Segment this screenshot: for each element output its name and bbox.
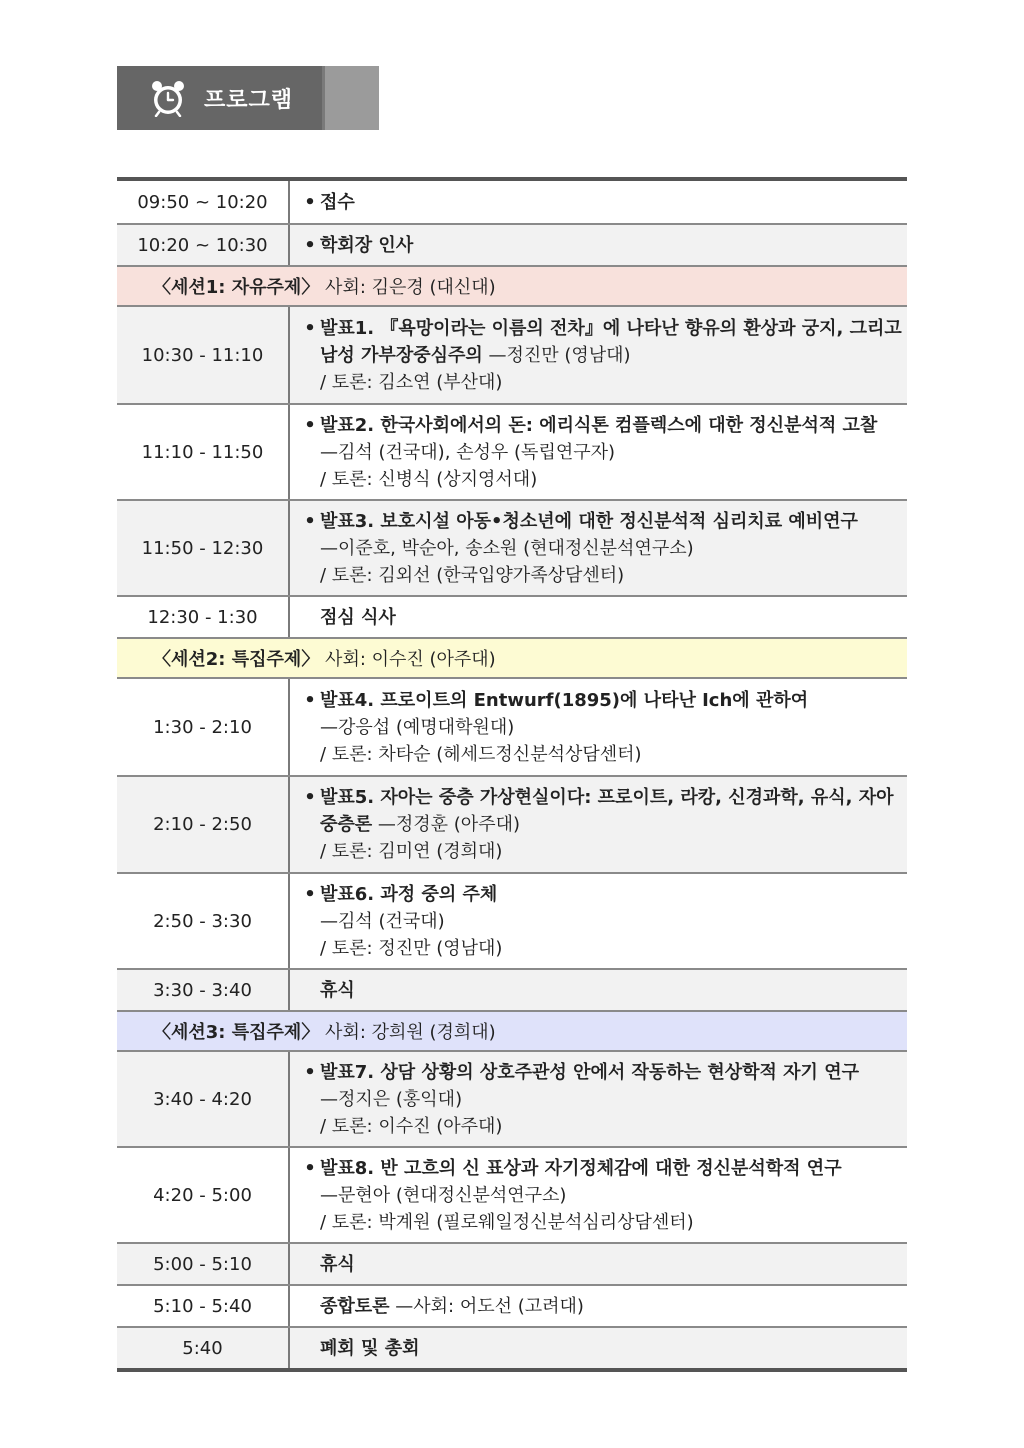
session-label: 〈세션1: 자유주제〉 bbox=[153, 277, 320, 298]
table-row bbox=[117, 1050, 907, 1146]
content-cell bbox=[290, 1328, 907, 1368]
item-title: 종합토론 bbox=[320, 1295, 390, 1317]
time-cell: 5:10 - 5:40 bbox=[117, 1286, 290, 1326]
discussant: / 토론: 김외선 (한국입양가족상담센터) bbox=[320, 564, 625, 586]
time-cell: 2:50 - 3:30 bbox=[117, 874, 290, 968]
time-cell: 3:40 - 4:20 bbox=[117, 1052, 290, 1146]
header-accent-panel bbox=[322, 66, 379, 130]
presentation-title-cont: 남성 가부장중심주의 bbox=[320, 344, 483, 366]
content-cell bbox=[290, 970, 907, 1010]
bullet-icon: • bbox=[304, 414, 316, 436]
content-cell bbox=[290, 1148, 907, 1242]
session-label: 〈세션2: 특집주제〉 bbox=[153, 649, 320, 670]
presentation-title: 발표7. 상담 상황의 상호주관성 안에서 작동하는 현상학적 자기 연구 bbox=[320, 1061, 859, 1083]
time-cell: 11:50 - 12:30 bbox=[117, 501, 290, 595]
time-cell: 11:10 - 11:50 bbox=[117, 405, 290, 499]
presenter: —정진만 (영남대) bbox=[482, 344, 631, 366]
moderator: —사회: 어도선 (고려대) bbox=[389, 1295, 584, 1317]
bullet-icon: • bbox=[304, 689, 316, 711]
presenter: —이준호, 박순아, 송소원 (현대정신분석연구소) bbox=[320, 537, 694, 559]
content-cell bbox=[290, 679, 907, 775]
alarm-clock-icon bbox=[149, 79, 187, 117]
time-cell: 5:00 - 5:10 bbox=[117, 1244, 290, 1284]
discussant: / 토론: 신병식 (상지영서대) bbox=[320, 468, 538, 490]
item-title: 점심 식사 bbox=[320, 606, 396, 628]
schedule-table bbox=[117, 177, 907, 1372]
item-title: 폐회 및 총회 bbox=[320, 1337, 420, 1359]
table-row bbox=[117, 968, 907, 1010]
presentation-title-cont: 중층론 bbox=[320, 814, 373, 835]
content-cell bbox=[290, 181, 907, 223]
table-row bbox=[117, 677, 907, 775]
content-cell bbox=[290, 1052, 907, 1146]
discussant: / 토론: 박계원 (필로웨일정신분석심리상담센터) bbox=[320, 1211, 694, 1233]
bullet-icon: • bbox=[304, 510, 316, 532]
presentation-title: 발표6. 과정 중의 주체 bbox=[320, 883, 498, 905]
presenter: —김석 (건국대) bbox=[320, 910, 445, 932]
table-row bbox=[117, 403, 907, 499]
time-cell: 2:10 - 2:50 bbox=[117, 777, 290, 872]
table-row bbox=[117, 1284, 907, 1326]
time-cell: 3:30 - 3:40 bbox=[117, 970, 290, 1010]
session-moderator: 사회: 강희원 (경희대) bbox=[319, 1022, 496, 1043]
content-cell bbox=[290, 225, 907, 265]
table-row bbox=[117, 181, 907, 223]
item-title: 휴식 bbox=[320, 1253, 355, 1275]
session-moderator: 사회: 김은경 (대신대) bbox=[319, 277, 496, 298]
session-header bbox=[117, 265, 907, 305]
bullet-icon: • bbox=[304, 1061, 316, 1083]
table-row bbox=[117, 305, 907, 403]
table-row bbox=[117, 775, 907, 872]
presentation-title: 발표1. 『욕망이라는 이름의 전차』에 나타난 향유의 환상과 궁지, 그리고 bbox=[320, 317, 902, 339]
time-cell: 5:40 bbox=[117, 1328, 290, 1368]
discussant: / 토론: 차타순 (헤세드정신분석상담센터) bbox=[320, 743, 642, 765]
time-cell: 10:20 ~ 10:30 bbox=[117, 225, 290, 265]
time-cell: 10:30 - 11:10 bbox=[117, 307, 290, 403]
content-cell bbox=[290, 874, 907, 968]
time-cell: 12:30 - 1:30 bbox=[117, 597, 290, 637]
bullet-icon: • bbox=[304, 883, 316, 905]
table-row bbox=[117, 1146, 907, 1242]
time-cell: 09:50 ~ 10:20 bbox=[117, 181, 290, 223]
discussant: / 토론: 정진만 (영남대) bbox=[320, 937, 503, 959]
table-row bbox=[117, 1326, 907, 1368]
content-cell bbox=[290, 1244, 907, 1284]
item-title: 학회장 인사 bbox=[320, 234, 414, 256]
bullet-icon: • bbox=[304, 234, 316, 256]
session-label: 〈세션3: 특집주제〉 bbox=[153, 1022, 320, 1043]
bullet-icon: • bbox=[304, 317, 316, 339]
discussant: / 토론: 김소연 (부산대) bbox=[320, 371, 503, 393]
presentation-title: 발표8. 반 고흐의 신 표상과 자기정체감에 대한 정신분석학적 연구 bbox=[320, 1157, 842, 1179]
table-row bbox=[117, 595, 907, 637]
content-cell bbox=[290, 307, 907, 403]
presenter: —강응섭 (예명대학원대) bbox=[320, 716, 515, 738]
session-header bbox=[117, 1010, 907, 1050]
discussant: / 토론: 김미연 (경희대) bbox=[320, 841, 503, 862]
discussant: / 토론: 이수진 (아주대) bbox=[320, 1115, 503, 1137]
time-cell: 4:20 - 5:00 bbox=[117, 1148, 290, 1242]
presentation-title: 발표5. 자아는 중층 가상현실이다: 프로이트, 라캉, 신경과학, 유식, 자아 bbox=[320, 787, 894, 808]
item-title: 휴식 bbox=[320, 979, 355, 1001]
presenter: —정지은 (홍익대) bbox=[320, 1088, 463, 1110]
item-title: 접수 bbox=[320, 191, 355, 213]
page-title: 프로그램 bbox=[204, 87, 294, 113]
content-cell bbox=[290, 405, 907, 499]
bullet-icon: • bbox=[304, 1157, 316, 1179]
table-row bbox=[117, 1242, 907, 1284]
presenter: —김석 (건국대), 손성우 (독립연구자) bbox=[320, 441, 616, 463]
session-header bbox=[117, 637, 907, 677]
header-dark-panel bbox=[117, 66, 322, 130]
presentation-title: 발표3. 보호시설 아동•청소년에 대한 정신분석적 심리치료 예비연구 bbox=[320, 510, 858, 532]
time-cell: 1:30 - 2:10 bbox=[117, 679, 290, 775]
presenter: —문현아 (현대정신분석연구소) bbox=[320, 1184, 567, 1206]
content-cell bbox=[290, 501, 907, 595]
program-header bbox=[117, 66, 379, 130]
content-cell bbox=[290, 597, 907, 637]
presentation-title: 발표2. 한국사회에서의 돈: 에리식톤 컴플렉스에 대한 정신분석적 고찰 bbox=[320, 414, 878, 436]
content-cell bbox=[290, 777, 907, 872]
table-row bbox=[117, 872, 907, 968]
presentation-title: 발표4. 프로이트의 Entwurf(1895)에 나타난 Ich에 관하여 bbox=[320, 689, 809, 711]
content-cell bbox=[290, 1286, 907, 1326]
bullet-icon: • bbox=[304, 191, 316, 213]
bullet-icon: • bbox=[304, 787, 316, 808]
table-row bbox=[117, 223, 907, 265]
session-moderator: 사회: 이수진 (아주대) bbox=[319, 649, 496, 670]
table-row bbox=[117, 499, 907, 595]
presenter: —정경훈 (아주대) bbox=[372, 814, 520, 835]
